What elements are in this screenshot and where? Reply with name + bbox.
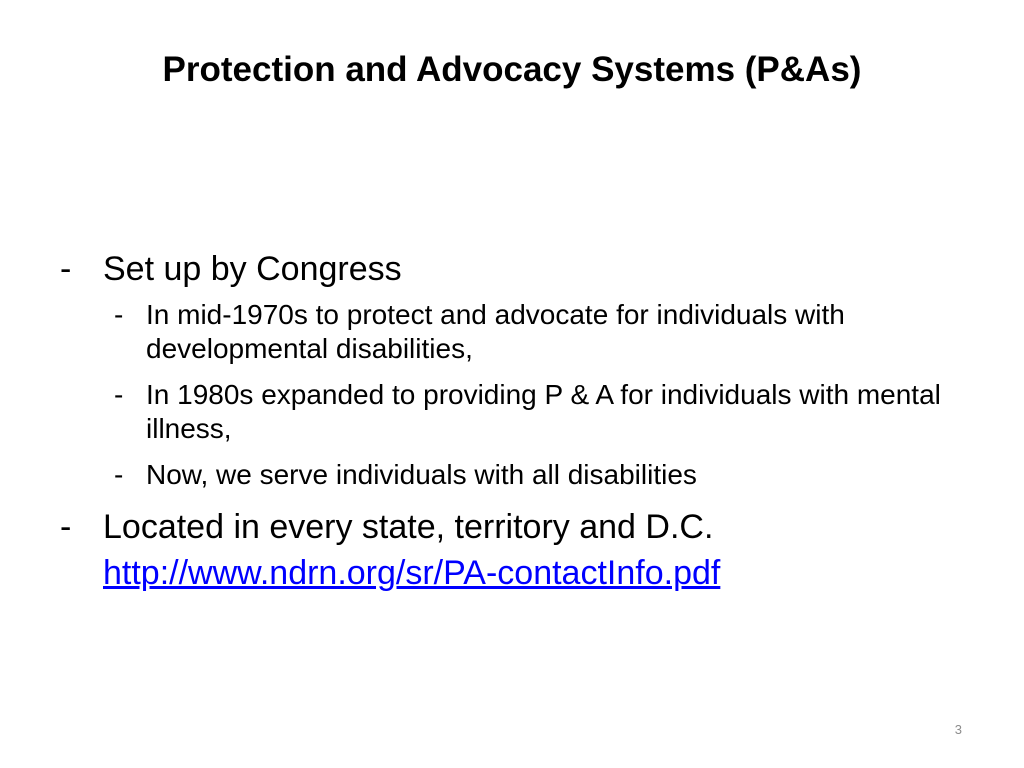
bullet-set-up-by-congress [56,246,956,292]
sub-bullet-text: In mid-1970s to protect and advocate for individuals with developmental disabilities, [146,299,845,364]
slide-body [56,246,956,602]
bullet-marker: - [114,299,124,330]
sub-bullet-text: In 1980s expanded to providing P & A for individuals with mental illness, [146,379,941,444]
sub-bullet-list [108,298,956,492]
bullet-located [56,504,956,596]
pa-contact-info-link[interactable]: http://www.ndrn.org/sr/PA-contactInfo.pdf [103,554,721,592]
bullet-text: Set up by Congress [103,250,402,288]
sub-bullet-now [108,458,956,492]
sub-bullet-1980s [108,378,956,446]
slide-title: Protection and Advocacy Systems (P&As) [162,50,862,89]
bullet-marker: - [114,379,124,410]
page-number: 3 [954,722,962,737]
bullet-marker: - [60,508,72,546]
bullet-marker: - [114,459,124,490]
bullet-marker: - [60,250,72,288]
sub-bullet-mid-1970s [108,298,956,366]
sub-bullet-text: Now, we serve individuals with all disabilities [146,459,697,490]
bullet-text: Located in every state, territory and D.C. [103,508,714,546]
